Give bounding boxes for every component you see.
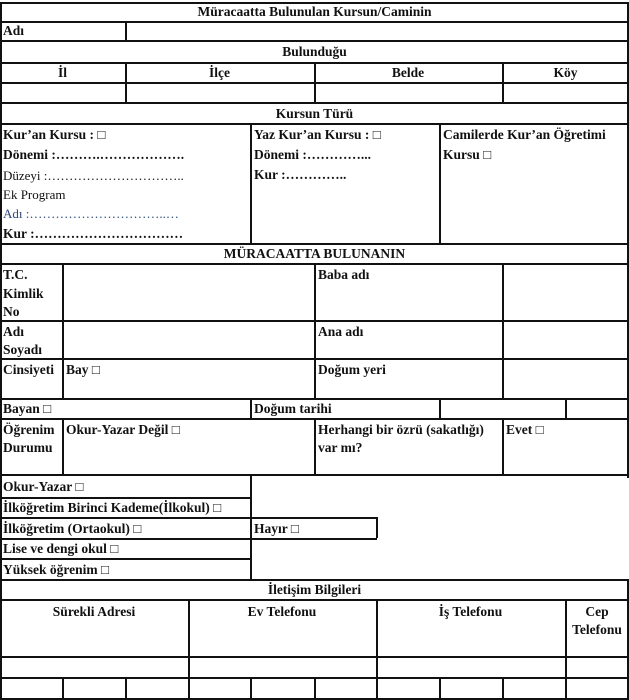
rule — [188, 677, 190, 698]
mosque-course-line1: Camilerde Kur’an Öğretimi — [443, 127, 606, 142]
disability-no-checkbox[interactable]: Hayır □ — [254, 521, 300, 536]
disability-label-1: Herhangi bir özrü (sakatlığı) — [318, 422, 484, 437]
work-phone-label: İş Telefonu — [438, 604, 503, 619]
address-label: Sürekli Adresi — [52, 604, 136, 619]
town-field[interactable] — [316, 84, 501, 101]
rule — [502, 418, 504, 474]
name-label-2: Soyadı — [3, 342, 43, 357]
quran-period: Dönemi :……….………………. — [3, 147, 185, 162]
name-field[interactable] — [64, 322, 313, 357]
higher-education-checkbox[interactable]: Yüksek öğrenim □ — [3, 562, 110, 577]
location-col-province: İl — [57, 65, 67, 80]
quran-kur: Kur :…………………………… — [3, 226, 184, 241]
location-title: Bulunduğu — [282, 44, 347, 59]
rule — [376, 677, 378, 698]
rule — [314, 677, 316, 698]
mother-name-label: Ana adı — [318, 324, 364, 339]
summer-kur: Kur :………….. — [254, 167, 347, 182]
district-field[interactable] — [127, 84, 313, 101]
rule — [439, 677, 441, 698]
rule — [250, 398, 252, 418]
primary-school-checkbox[interactable]: İlköğretim Birinci Kademe(İlkokul) □ — [3, 500, 222, 515]
illiterate-checkbox[interactable]: Okur-Yazar Değil □ — [66, 422, 180, 437]
rule — [250, 677, 252, 698]
cell-phone-label-1: Cep — [585, 604, 609, 619]
gender-label: Cinsiyeti — [3, 362, 55, 377]
course-name-label: Adı — [3, 23, 25, 38]
contact-title: İletişim Bilgileri — [267, 582, 362, 597]
rule — [314, 418, 316, 474]
home-phone-field[interactable] — [190, 658, 375, 676]
rule — [0, 102, 629, 104]
tc-label-3: No — [3, 304, 20, 319]
rule — [565, 398, 567, 418]
quran-level: Düzeyi :………………………….. — [3, 168, 184, 183]
rule — [0, 474, 629, 476]
rule — [502, 677, 504, 698]
name-label-1: Adı — [3, 324, 25, 339]
disability-label-2: var mı? — [318, 440, 363, 455]
rule — [250, 474, 252, 579]
rule — [62, 677, 64, 698]
birth-date-field[interactable] — [441, 400, 564, 417]
rule — [376, 517, 378, 538]
cell-phone-field[interactable] — [567, 658, 626, 676]
cell-phone-label-2: Telefonu — [572, 622, 622, 637]
rule — [0, 558, 252, 560]
literate-checkbox[interactable]: Okur-Yazar □ — [3, 479, 84, 494]
location-col-district: İlçe — [209, 65, 230, 80]
middle-school-checkbox[interactable]: İlköğretim (Ortaokul) □ — [3, 521, 142, 536]
province-field[interactable] — [2, 84, 124, 101]
tc-label-1: T.C. — [3, 267, 28, 282]
education-label-1: Öğrenim — [3, 422, 55, 437]
birth-date-label: Doğum tarihi — [254, 401, 332, 416]
summer-period: Dönemi :…………... — [254, 147, 371, 162]
education-label-2: Durumu — [3, 440, 53, 455]
course-type-title: Kursun Türü — [275, 106, 354, 121]
village-field[interactable] — [504, 84, 626, 101]
rule — [0, 40, 629, 42]
address-field[interactable] — [2, 658, 187, 676]
disability-yes-checkbox[interactable]: Evet □ — [506, 422, 544, 437]
birth-place-field[interactable] — [504, 360, 626, 397]
summer-course-checkbox[interactable]: Yaz Kur’an Kursu : □ — [254, 127, 381, 142]
rule — [565, 677, 567, 698]
course-section-title: Müracaatta Bulunulan Kursun/Caminin — [197, 4, 432, 19]
work-phone-field[interactable] — [378, 658, 564, 676]
rule — [439, 123, 441, 243]
high-school-checkbox[interactable]: Lise ve dengi okul □ — [3, 541, 119, 556]
female-checkbox[interactable]: Bayan □ — [3, 401, 52, 416]
home-phone-label: Ev Telefonu — [247, 604, 317, 619]
birth-place-label: Doğum yeri — [318, 362, 386, 377]
extra-program-label: Ek Program — [3, 187, 66, 202]
rule — [0, 517, 377, 519]
rule — [0, 698, 629, 700]
extra-program-name: Adı :…………………………..… — [3, 206, 179, 221]
mother-name-field[interactable] — [504, 322, 626, 357]
location-col-town: Belde — [391, 65, 425, 80]
father-name-field[interactable] — [504, 265, 626, 319]
tc-label-2: Kimlik — [3, 286, 44, 301]
rule — [0, 123, 629, 125]
father-name-label: Baba adı — [318, 267, 370, 282]
location-col-village: Köy — [553, 65, 578, 80]
quran-course-checkbox[interactable]: Kur’an Kursu : □ — [3, 127, 106, 142]
male-checkbox[interactable]: Bay □ — [66, 362, 101, 377]
tc-field[interactable] — [64, 265, 313, 319]
rule — [314, 263, 316, 398]
applicant-title: MÜRACAATTA BULUNANIN — [223, 246, 406, 261]
rule — [62, 418, 64, 474]
rule — [0, 599, 629, 601]
rule — [125, 677, 127, 698]
rule — [250, 123, 252, 243]
course-name-field[interactable] — [127, 23, 625, 40]
mosque-course-checkbox[interactable]: Kursu □ — [443, 147, 492, 162]
